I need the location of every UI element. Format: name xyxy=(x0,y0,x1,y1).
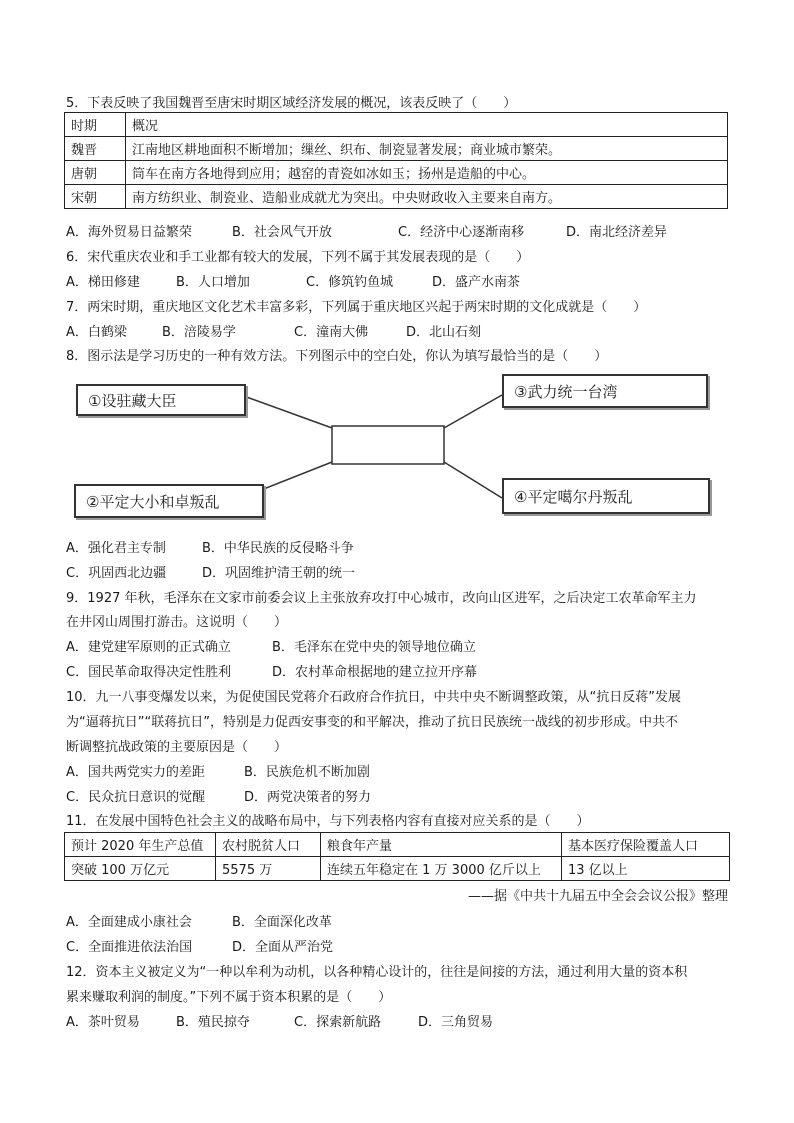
q6-option-d: D．盛产水南茶 xyxy=(432,275,521,290)
blank-center-box xyxy=(332,426,444,464)
q12-option-a: A．茶叶贸易 xyxy=(66,1015,140,1030)
q5-option-a: A．海外贸易日益繁荣 xyxy=(66,225,192,240)
table-cell: 5575 万 xyxy=(216,857,321,881)
table-cell: 筒车在南方各地得到应用；越窑的青瓷如冰如玉；扬州是造船的中心。 xyxy=(126,161,728,185)
q11-option-c: C．全面推进依法治国 xyxy=(66,940,193,955)
table-header: 时期 xyxy=(65,113,126,137)
q8-option-a: A．强化君主专制 xyxy=(66,541,166,556)
q7-option-d: D．北山石刻 xyxy=(406,325,482,340)
connector-line xyxy=(444,395,502,428)
q12-stem-line1: 12．资本主义被定义为“一种以牟利为动机，以各种精心设计的，往往是间接的方法，通过利用大量的资本积 xyxy=(66,965,688,980)
q10-option-a: A．国共两党实力的差距 xyxy=(66,765,205,780)
q9-option-b: B．毛泽东在党中央的领导地位确立 xyxy=(272,640,476,655)
table-row xyxy=(65,113,728,137)
q9-option-a: A．建党建军原则的正式确立 xyxy=(66,640,231,655)
q6-option-a: A．梯田修建 xyxy=(66,275,140,290)
q6-stem: 6．宋代重庆农业和手工业都有较大的发展，下列不属于其发展表现的是（ ） xyxy=(66,250,530,265)
q10-stem-line2: 为“逼蒋抗日”“联蒋抗日”，特别是力促西安事变的和平解决，推动了抗日民族统一战线的初步形成。中共不 xyxy=(66,715,678,730)
table-row xyxy=(65,161,728,185)
table-row xyxy=(65,137,728,161)
q8-stem: 8．图示法是学习历史的一种有效方法。下列图示中的空白处，你认为填写最恰当的是（ ） xyxy=(66,349,608,364)
q9-option-c: C．国民革命取得决定性胜利 xyxy=(66,665,232,680)
q12-stem-line2: 累来赚取利润的制度。”下列不属于资本积累的是（ ） xyxy=(66,990,392,1005)
connector-line xyxy=(241,395,332,428)
q12-option-c: C．探索新航路 xyxy=(294,1015,382,1030)
q9-option-d: D．农村革命根据地的建立拉开序幕 xyxy=(272,665,478,680)
table-cell: 13 亿以上 xyxy=(562,857,730,881)
q11-option-a: A．全面建成小康社会 xyxy=(66,915,192,930)
table-cell: 宋朝 xyxy=(65,185,126,209)
q10-stem-line1: 10．九一八事变爆发以来，为促使国民党蒋介石政府合作抗日，中共中央不断调整政策，从“抗日反蒋”发展 xyxy=(66,690,682,705)
q7-option-b: B．涪陵易学 xyxy=(162,325,236,340)
table-cell: 连续五年稳定在 1 万 3000 亿斤以上 xyxy=(321,857,562,881)
q5-option-d: D．南北经济差异 xyxy=(566,225,668,240)
table-cell: 魏晋 xyxy=(65,137,126,161)
connector-line xyxy=(444,462,502,498)
q10-option-d: D．两党决策者的努力 xyxy=(244,790,372,805)
q5-table xyxy=(64,112,728,209)
q6-option-b: B．人口增加 xyxy=(176,275,250,290)
diagram-box-1: ①设驻藏大臣 xyxy=(76,384,246,416)
q8-diagram xyxy=(66,370,726,530)
table-row xyxy=(65,833,730,857)
q8-option-d: D．巩固维护清王朝的统一 xyxy=(202,566,356,581)
table-header: 粮食年产量 xyxy=(321,833,562,857)
q6-option-c: C．修筑钓鱼城 xyxy=(306,275,394,290)
q9-stem-line1: 9．1927 年秋，毛泽东在文家市前委会议上主张放弃攻打中心城市，改向山区进军，之后决定工农革命军主力 xyxy=(66,591,697,606)
q8-option-b: B．中华民族的反侵略斗争 xyxy=(202,541,354,556)
q10-stem-line3: 断调整抗战政策的主要原因是（ ） xyxy=(66,740,288,755)
table-cell: 江南地区耕地面积不断增加；缫丝、织布、制瓷显著发展；商业城市繁荣。 xyxy=(126,137,728,161)
table-header: 农村脱贫人口 xyxy=(216,833,321,857)
table-row xyxy=(65,185,728,209)
table-row xyxy=(65,857,730,881)
q5-stem: 5．下表反映了我国魏晋至唐宋时期区域经济发展的概况，该表反映了（ ） xyxy=(66,96,517,111)
table-header: 基本医疗保险覆盖人口 xyxy=(562,833,730,857)
q8-option-c: C．巩固西北边疆 xyxy=(66,566,167,581)
table-header: 概况 xyxy=(126,113,728,137)
table-cell: 南方纺织业、制瓷业、造船业成就尤为突出。中央财政收入主要来自南方。 xyxy=(126,185,728,209)
table-header: 预计 2020 年生产总值 xyxy=(65,833,216,857)
q5-option-c: C．经济中心逐渐南移 xyxy=(398,225,525,240)
q10-option-b: B．民族危机不断加剧 xyxy=(244,765,370,780)
q12-option-b: B．殖民掠夺 xyxy=(176,1015,250,1030)
diagram-box-3: ③武力统一台湾 xyxy=(502,374,708,408)
q11-option-b: B．全面深化改革 xyxy=(232,915,332,930)
q7-stem: 7．两宋时期，重庆地区文化艺术丰富多彩，下列属于重庆地区兴起于两宋时期的文化成就是（ ） xyxy=(66,300,647,315)
table-cell: 唐朝 xyxy=(65,161,126,185)
q11-source-note: ——据《中共十九届五中全会会议公报》整理 xyxy=(467,889,728,904)
diagram-box-2: ②平定大小和卓叛乱 xyxy=(74,484,264,518)
table-cell: 突破 100 万亿元 xyxy=(65,857,216,881)
q11-table xyxy=(64,832,730,881)
q9-stem-line2: 在井冈山周围打游击。这说明（ ） xyxy=(66,615,288,630)
q12-option-d: D．三角贸易 xyxy=(418,1015,494,1030)
q7-option-c: C．潼南大佛 xyxy=(294,325,369,340)
q10-option-c: C．民众抗日意识的觉醒 xyxy=(66,790,206,805)
q5-option-b: B．社会风气开放 xyxy=(232,225,332,240)
q11-option-d: D．全面从严治党 xyxy=(232,940,334,955)
diagram-box-4: ④平定噶尔丹叛乱 xyxy=(502,478,710,514)
q11-stem: 11．在发展中国特色社会主义的战略布局中，与下列表格内容有直接对应关系的是（ ） xyxy=(66,814,590,829)
q7-option-a: A．白鹤梁 xyxy=(66,325,127,340)
